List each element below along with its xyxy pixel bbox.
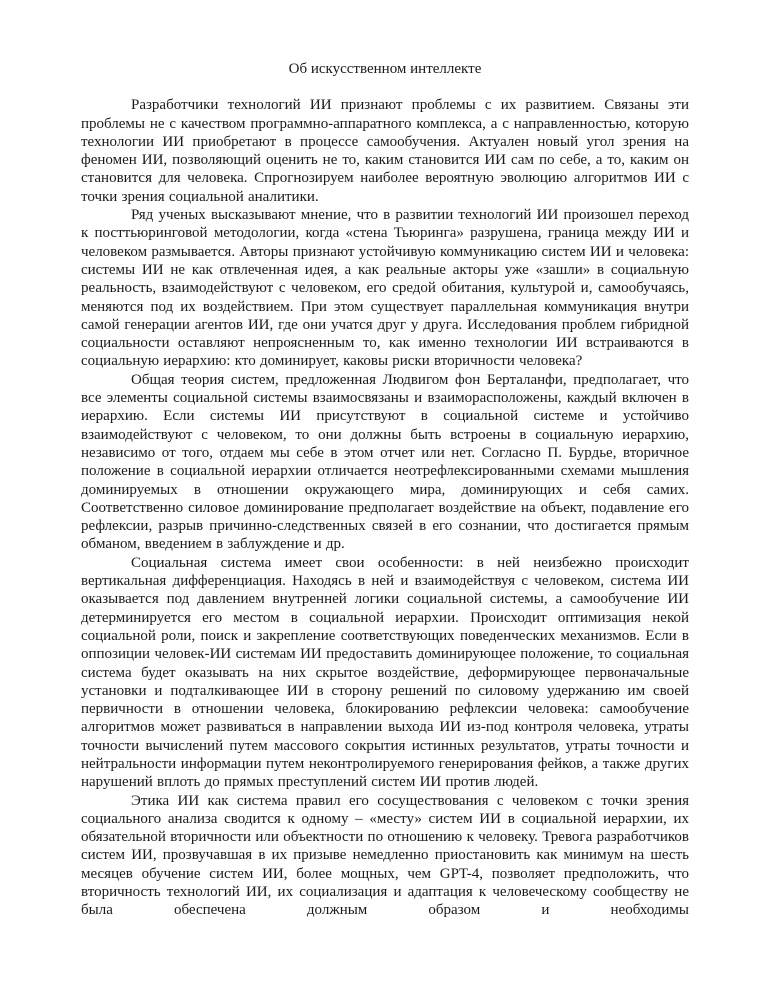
paragraph: Разработчики технологий ИИ признают проблемы с их развитием. Связаны эти проблемы не с качеством программно-аппаратного комплекса, а с направленностью, которую технологии ИИ приобретают в процессе самообучения. Актуален новый угол зрения на феномен ИИ, позволяющий оценить не то, каким становится ИИ сам по себе, а то, каким он становится для человека. Спрогнозируем наиболее вероятную эволюцию алгоритмов ИИ с точки зрения социальной аналитики. [81,97,689,205]
paragraph: Этика ИИ как система правил его сосуществования с человеком с точки зрения социального анализа сводится к одному – «месту» систем ИИ в социальной иерархии, их обязательной вторичности или объектности по отношению к человеку. Тревога разработчиков систем ИИ, прозвучавшая в их призыве немедленно приостановить как минимум на шесть месяцев обучение систем ИИ, более мощных, чем GPT-4, позволяет предположить, что вторичность технологий ИИ, их социализация и адаптация к человеческому сообществу не была обеспечена должным образом и необходимы [81,792,689,919]
paragraph: Социальная система имеет свои особенности: в ней неизбежно происходит вертикальная дифференциация. Находясь в ней и взаимодействуя с человеком, система ИИ оказывается под давлением внутренней логики социальной системы, а самообучение ИИ детерминируется его местом в социальной иерархии. Происходит оптимизация некой социальной роли, поиск и закрепление соответствующих поведенческих механизмов. Если в оппозиции человек-ИИ системам ИИ предоставить доминирующее положение, то социальная система будет оказывать на них скрытое воздействие, деформирующее первоначальные установки и подталкивающее ИИ в сторону решений по силовому удержанию им своей первичности в отношении человека, блокированию рефлексии человека: самообучение алгоритмов может развиваться в направлении выхода ИИ из-под контроля человека, утраты точности вычислений путем массового сокрытия истинных результатов, утраты точности и нейтральности информации путем неконтролируемого генерирования фейков, а также других нарушений вплоть до прямых преступлений систем ИИ против людей. [81,554,689,791]
document-body [81,96,689,919]
paragraph: Общая теория систем, предложенная Людвигом фон Берталанфи, предполагает, что все элементы социальной системы взаимосвязаны и взаиморасположены, каждый включен в иерархию. Если системы ИИ присутствуют в социальной системе и устойчиво взаимодействуют с человеком, то они должны быть встроены в социальную иерархию, независимо от того, отдаем мы себе в этом отчет или нет. Согласно П. Бурдье, вторичное положение в социальной иерархии отличается неотрефлексированными схемами мышления доминируемых в отношении окружающего мира, доминирующих и себя самих. Соответственно силовое доминирование предполагает воздействие на объект, подавление его рефлексии, разрыв причинно-следственных связей в его сознании, что достигается прямым обманом, введением в заблуждение и др. [81,371,689,553]
paragraph: Ряд ученых высказывают мнение, что в развитии технологий ИИ произошел переход к посттьюринговой методологии, когда «стена Тьюринга» разрушена, граница между ИИ и человеком размывается. Авторы признают устойчивую коммуникацию систем ИИ и человека: системы ИИ не как отвлеченная идея, а как реальные акторы уже «зашли» в социальную реальность, взаимодействуют с человеком, его средой обитания, культурой и, самообучаясь, меняются под их воздействием. При этом существует параллельная коммуникация внутри самой генерации агентов ИИ, где они учатся друг у друга. Исследования проблем гибридной социальности оставляют непроясненным то, как именно технологии ИИ встраиваются в социальную иерархию: кто доминирует, каковы риски вторичности человека? [81,207,689,370]
document-title: Об искусственном интеллекте [288,61,482,77]
